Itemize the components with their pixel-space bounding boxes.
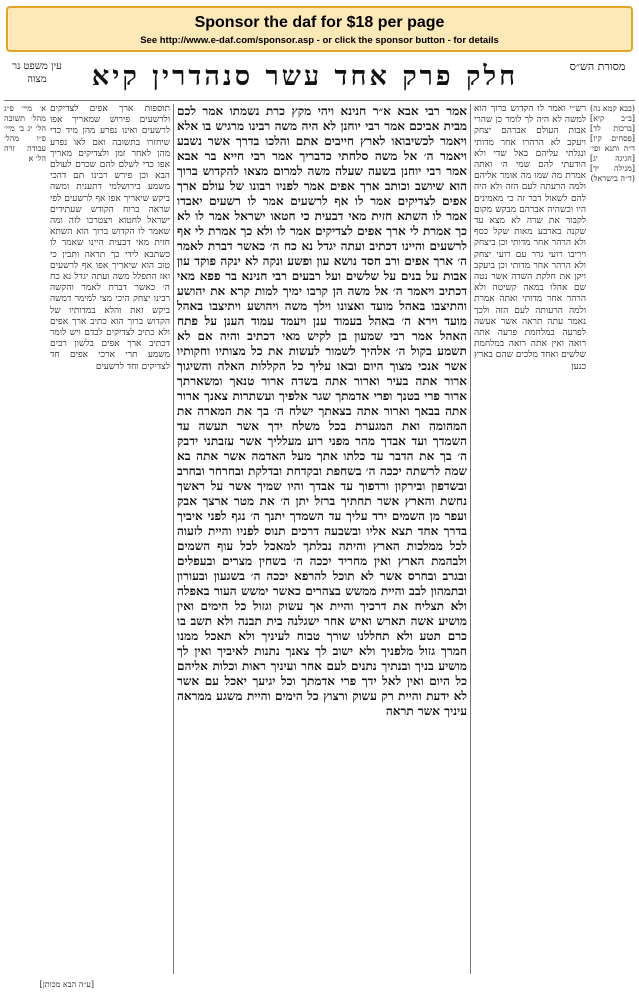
sponsor-subtitle[interactable]: See http://www.e-daf.com/sponsor.asp - or click the sponsor button - for details — [140, 35, 499, 46]
masoret-hashas-header: מסורת הש״ס — [569, 60, 626, 73]
ein-mishpat-header: עין משפט נר מצוה — [12, 61, 62, 85]
rashi-column: רש״י ואמר לו הקדוש ברוך הוא למשה לא היה לך לומר כן שהרי אבות העולם אברהם יצחק ויעקב לא הרהרו אחר מדותי ונגלתי עליהם באל שדי ולא הודעתי להם שמי ה׳ ואתה אמרת מה שמו מה אומר אליהם ולמה הרעתה לעם הזה ולא היה להם לשאול דבר זה כי מאמינים היו וכשהיה אברהם מבקש מקום לקבור את שרה לא מצא עד שקנה בארבע מאות שקל כסף ולא הרהר אחר מדותי וכן ביצחק ויריבו רועי גרר עם רועי יצחק ולא הרהר אחר מדותי וכן ביעקב ויקן את חלקת השדה אשר נטה שם אהלו במאה קשיטה ולא הרהר אחר מדותי ואתה אמרת ולמה הרעותה לעם הזה ולכך נאמר עתה תראה אשר אעשה לפרעה במלחמת פרעה אתה רואה ואין אתה רואה במלחמת שלשים ואחד מלכים שהם בארץ כנען — [474, 104, 586, 372]
tosafot-column: תוספות ארך אפים לצדיקים ולרשעים פירוש שמאריך אפו לרשעים ואינו נפרע מהן מיד כדי שיחזרו בתשובה ואם לאו נפרע מהן לאחר זמן ולצדיקים מאריך אפו כדי לשלם להם שכרם לעולם הבא וכן פירש רבינו תם דהכי משמע בירושלמי דתענית ומשה ביקש שיאריך אפו אף לרשעים לפי שראה ברוח הקודש שעתידים ישראל לחטוא ויצטרכו לזה ומה שאמר לו הקדוש ברוך הוא השתא חזית מאי דבעית היינו שאמר לו כשתבא לידי כך תראה ותבין כי טוב הוא שיאריך אפו אף לרשעים ואז התפלל משה ועתה יגדל נא כח ה׳ כאשר דברת לאמר והקשה רבינו יצחק היכי מצי למימר דמשה ביקש זאת והלא במדותיו של הקדוש ברוך הוא כתיב ארך אפים ולא כתיב לצדיקים לבדם ויש לומר דכתיב ארך אפים בלשון רבים משמע תרי ארכי אפים חד לצדיקים וחד לרשעים — [50, 104, 170, 372]
column-divider-right — [470, 104, 471, 974]
right-margin-notes: (בבא קמא נה) [ב״ב קיא] [ברכות לד] [פסחים קיז] ד״ה ותנא ופי׳ [חגיגה יג] [מגילה יד] (ד״ה בישראל) — [590, 104, 635, 183]
column-divider-left — [173, 104, 174, 974]
talmud-page — [0, 54, 639, 990]
gemara-main-text: אמר רבי אבא א״ר חנינא ויהי מקץ כרת נשמתו אמר לכם מבית אביכם אמר רבי יוחנן לא היה משה רבינו מרגיש בו אלא ויאמר לכשיבואו לארץ חייבים אתם והלכו בדרך אשר נשבע ויאמר ה׳ אל משה סלחתי כדבריך אמר רבי חייא בר אבא אמר רבי יוחנן בשעה שעלה משה למרום מצאו להקדוש ברוך הוא שיושב וכותב ארך אפים אמר לפניו רבונו של עולם ארך אפים לצדיקים אמר לו אף לרשעים אמר לו רשעים יאבדו אמר לו השתא חזית מאי דבעית כי חטאו ישראל אמר לו לא כך אמרת לי ארך אפים לצדיקים אמר לו ולא כך אמרת לי אף לרשעים והיינו דכתיב ועתה יגדל נא כח ה׳ כאשר דברת לאמר ה׳ ארך אפים ורב חסד נושא עון ופשע ונקה לא ינקה פוקד עון אבות על בנים על שלשים ועל רבעים רבי חנינא בר פפא מאי דכתיב ויאמר ה׳ אל משה הן קרבו ימיך למות קרא את יהושע והתיצבו באהל מועד ואצונו וילך משה ויהושע ויתיצבו באהל מועד וירא ה׳ באהל בעמוד ענן ויעמד עמוד הענן על פתח האהל אמר רבי שמעון בן לקיש מאי דכתיב והיה אם לא תשמע בקול ה׳ אלהיך לשמור לעשות את כל מצותיו וחקותיו אשר אנכי מצוך היום ובאו עליך כל הקללות האלה והשיגוך ארור אתה בעיר וארור אתה בשדה ארור טנאך ומשארתך ארור פרי בטנך ופרי אדמתך שגר אלפיך ועשתרות צאנך ארור אתה בבאך וארור אתה בצאתך ישלח ה׳ בך את המארה את המהומה ואת המגערת בכל משלח ידך אשר תעשה עד השמדך ועד אבדך מהר מפני רוע מעלליך אשר עזבתני ידבק ה׳ בך את הדבר עד כלתו אתך מעל האדמה אשר אתה בא שמה לרשתה יככה ה׳ בשחפת ובקדחת ובדלקת ובחרחר ובחרב ובשדפון ובירקון ורדפוך עד אבדך והיו שמיך אשר על ראשך נחשת והארץ אשר תחתיך ברזל יתן ה׳ את מטר ארצך אבק ועפר מן השמים ירד עליך עד השמדך יתנך ה׳ נגף לפני איביך בדרך אחד תצא אליו ובשבעה דרכים תנוס לפניו והיית לזעוה לכל ממלכות הארץ והיתה נבלתך למאכל לכל עוף השמים ולבהמת הארץ ואין מחריד יככה ה׳ בשחין מצרים ובעפלים ובגרב ובחרס אשר לא תוכל להרפא יככה ה׳ בשגעון ובעורון ובתמהון לבב והיית ממשש בצהרים כאשר ימשש העור באפלה ולא תצליח את דרכיך והיית אך עשוק וגזול כל הימים ואין מושיע אשה תארש ואיש אחר ישגלנה בית תבנה ולא תשב בו כרם תטע ולא תחללנו שורך טבוח לעיניך ולא תאכל ממנו חמרך גזול מלפניך ולא ישוב לך צאנך נתנות לאיביך ואין לך מושיע בניך ובנתיך נתנים לעם אחר ועיניך ראות וכלות אליהם כל היום ואין לאל ידך פרי אדמתך וכל יגיעך יאכל עם אשר לא ידעת והיית רק עשוק ורצוץ כל הימים והיית משגע ממראה עיניך אשר תראה — [177, 104, 467, 718]
left-margin-notes: א׳ מיי׳ פ״ג מהל׳ תשובה הל׳ יג ב׳ מיי׳ פ״ו מהל׳ עבודה זרה הל׳ א — [4, 104, 46, 163]
sponsor-banner[interactable] — [6, 6, 633, 52]
sponsor-title[interactable]: Sponsor the daf for $18 per page — [194, 14, 445, 31]
header-rule — [4, 100, 635, 101]
page-title: חלק פרק אחד עשר סנהדרין קיא — [91, 61, 519, 92]
bottom-note: [ע״ה הבא מכותן] — [39, 980, 94, 989]
